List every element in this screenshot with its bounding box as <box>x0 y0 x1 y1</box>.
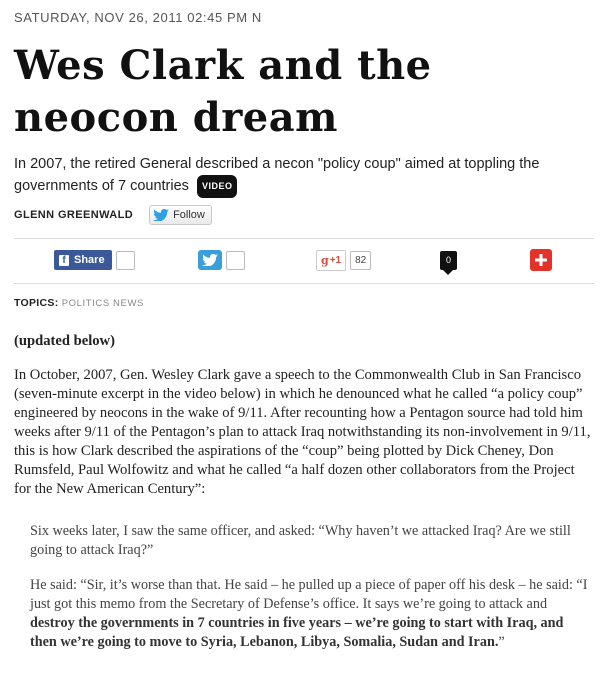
dateline: SATURDAY, NOV 26, 2011 02:45 PM N <box>14 10 262 25</box>
facebook-icon: f <box>59 255 69 266</box>
twitter-share-button[interactable] <box>198 250 222 270</box>
quote-paragraph: Six weeks later, I saw the same officer, and asked: “Why haven’t we attacked Iraq? Are we still going to attack Iraq?” <box>30 523 571 558</box>
facebook-share-button[interactable] <box>54 250 112 270</box>
quote-text: He said: “Sir, it’s worse than that. He said – he pulled up a piece of paper off his desk – he said: “I just got this memo from the Secretary of Defense’s office. It says we’re going to attack and <box>30 577 588 612</box>
video-badge[interactable]: VIDEO <box>197 175 238 198</box>
comments-share[interactable] <box>440 249 457 271</box>
twitter-follow-button[interactable] <box>149 205 212 225</box>
follow-label: Follow <box>173 209 205 221</box>
twitter-share <box>198 249 245 271</box>
share-bar <box>14 238 594 284</box>
gplus-count: 82 <box>350 251 371 270</box>
facebook-share <box>54 249 135 271</box>
comment-bubble-tail <box>443 270 453 275</box>
topics-label: TOPICS: <box>14 297 59 309</box>
author-name[interactable]: GLENN GREENWALD <box>14 209 134 221</box>
twitter-bird-icon <box>153 209 169 221</box>
quote-paragraph <box>30 576 592 652</box>
gplus-share <box>316 249 371 271</box>
gplus-icon: g <box>321 253 329 267</box>
updated-note: (updated below) <box>14 333 115 349</box>
plus-icon <box>535 254 547 266</box>
gplus-button[interactable] <box>316 250 346 271</box>
facebook-share-label: Share <box>74 254 105 266</box>
quote-close: ” <box>498 634 505 650</box>
dek <box>14 154 574 198</box>
more-share <box>530 249 552 271</box>
more-share-button[interactable] <box>530 249 552 271</box>
article-paragraph: In October, 2007, Gen. Wesley Clark gave a speech to the Commonwealth Club in San Francisco (seven-minute excerpt in the video below) in which he denounced what he called “a policy coup” engineered by neocons in the wake of 9/11. After recounting how a Pentagon source had told him weeks after 9/11 of the Pentagon’s plan to attack Iraq notwithstanding its non-involvement in 9/11, this is how Clark described the aspirations of the “coup” being plotted by Dick Cheney, Don Rumsfeld, Paul Wolfowitz and what he called “a half dozen other collaborators from the Project for the New American Century”: <box>14 367 591 497</box>
quote-bold-text: destroy the governments in 7 countries in five years – we’re going to start with Iraq, and then we’re going to move to Syria, Lebanon, Libya, Somalia, Sudan and Iran. <box>30 615 564 650</box>
comments-count[interactable]: 0 <box>440 251 457 270</box>
topics <box>14 297 144 309</box>
byline <box>14 205 212 225</box>
headline: Wes Clark and the neocon dream <box>14 42 432 141</box>
topics-link[interactable]: POLITICS NEWS <box>61 298 144 309</box>
twitter-share-count <box>226 251 245 270</box>
facebook-share-count <box>116 251 135 270</box>
dek-text: In 2007, the retired General described a necon "policy coup" aimed at toppling the governments of 7 countries <box>14 156 540 194</box>
gplus-label: +1 <box>329 254 342 266</box>
twitter-bird-icon <box>202 254 218 266</box>
